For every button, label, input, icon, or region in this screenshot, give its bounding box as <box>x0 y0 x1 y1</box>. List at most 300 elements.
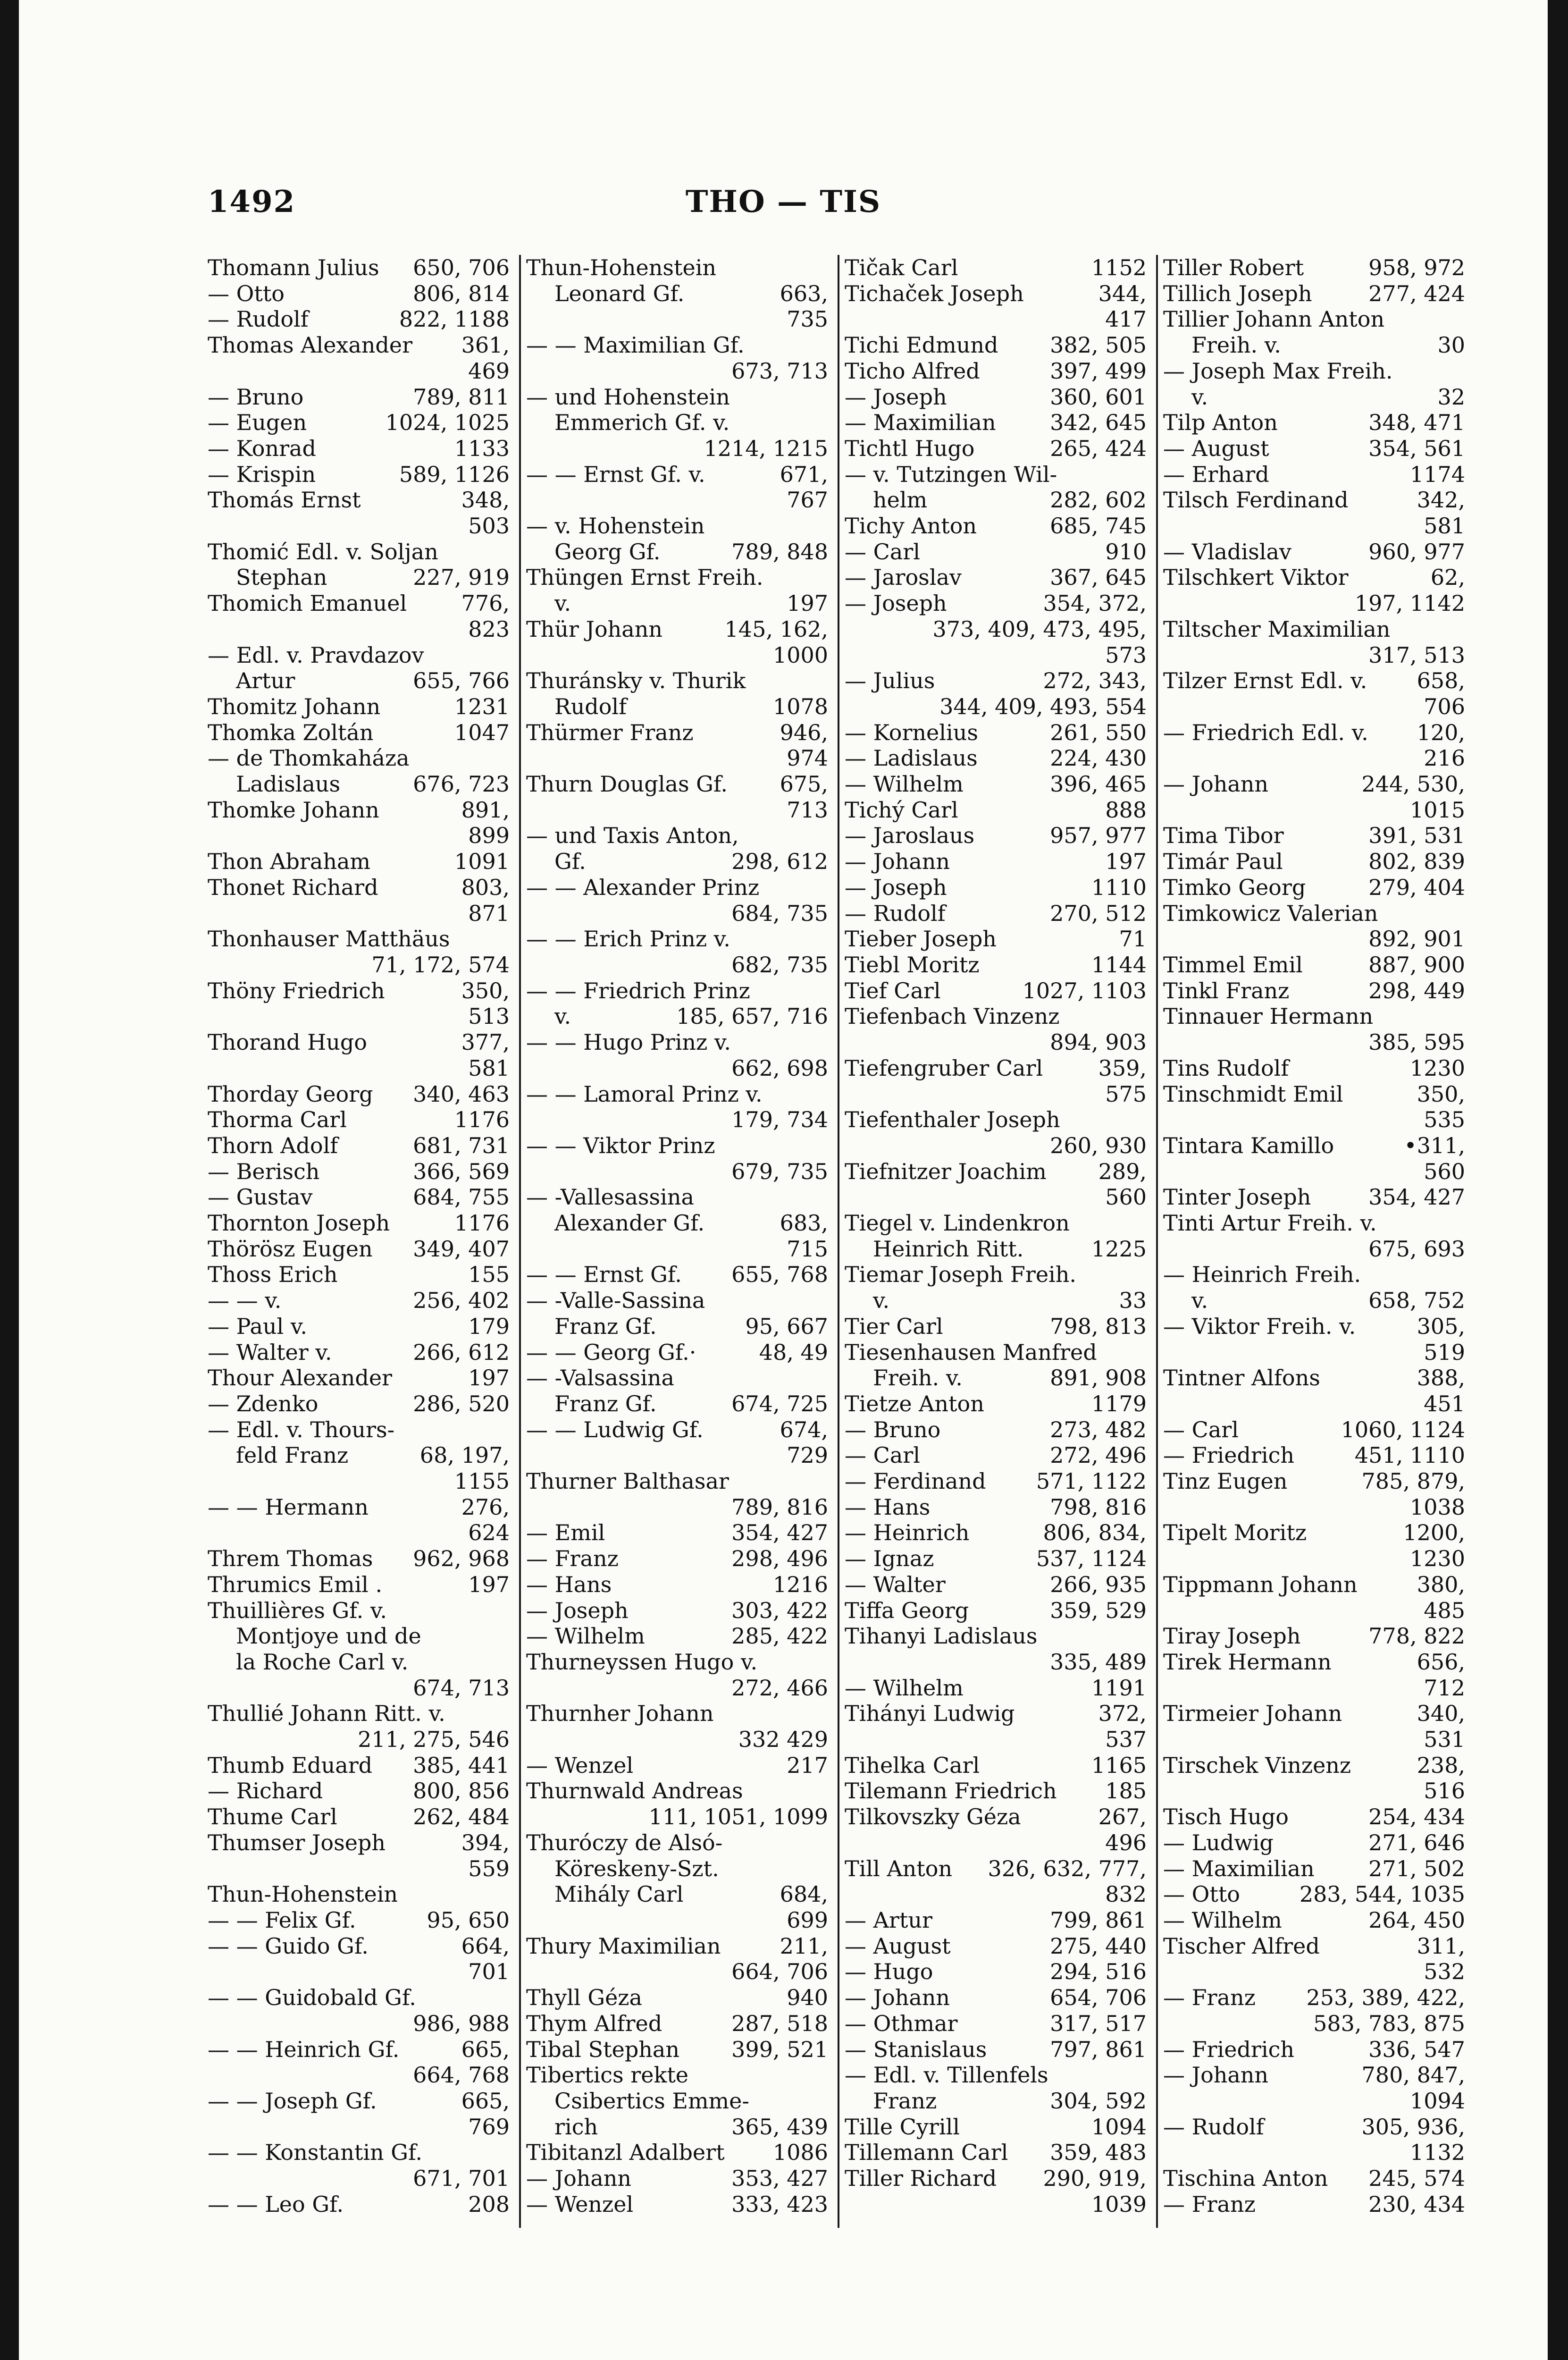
entry-page-refs: 33 <box>1119 1288 1147 1314</box>
index-entry <box>1163 823 1465 849</box>
entry-page-refs: 326, 632, 777, <box>988 1855 1147 1881</box>
entry-name: Stephan <box>236 565 327 590</box>
index-entry <box>1163 590 1465 616</box>
entry-name: — Ludwig <box>1163 1829 1274 1855</box>
index-entry <box>208 901 510 927</box>
entry-name: — Johann <box>845 849 950 875</box>
entry-page-refs: 496 <box>1105 1829 1147 1855</box>
entry-name: — Friedrich Edl. v. <box>1163 719 1368 745</box>
entry-page-refs: 684, 735 <box>731 900 828 926</box>
index-entry <box>208 978 510 1004</box>
entry-page-refs: 681, 731 <box>413 1132 510 1158</box>
index-entry <box>845 1365 1147 1391</box>
index-entry <box>526 875 828 901</box>
entry-name: Tiegel v. Lindenkron <box>845 1210 1070 1236</box>
index-entry <box>208 1442 510 1468</box>
index-entry <box>845 875 1147 901</box>
entry-page-refs: 261, 550 <box>1050 719 1147 745</box>
entry-name: Tiefnitzer Joachim <box>845 1158 1047 1184</box>
entry-page-refs: 253, 389, 422, <box>1306 1985 1465 2011</box>
index-entry <box>1163 1055 1465 1081</box>
entry-page-refs: 179 <box>468 1313 510 1339</box>
index-entry <box>208 1210 510 1236</box>
entry-page-refs: 304, 592 <box>1050 2088 1147 2114</box>
entry-name: — — Lamoral Prinz v. <box>526 1081 763 1107</box>
entry-name: — — Guido Gf. <box>208 1933 369 1959</box>
entry-page-refs: 266, 612 <box>413 1339 510 1365</box>
index-entry <box>845 1856 1147 1882</box>
entry-page-refs: 655, 766 <box>413 668 510 694</box>
entry-page-refs: 359, 529 <box>1050 1597 1147 1623</box>
entry-name: Tilschkert Viktor <box>1163 565 1349 590</box>
entry-name: — Carl <box>1163 1416 1239 1442</box>
index-entry <box>526 1753 828 1778</box>
index-entry <box>1163 694 1465 720</box>
index-entry <box>526 1778 828 1804</box>
entry-name: — Rudolf <box>845 900 946 926</box>
entry-page-refs: 713 <box>787 797 828 823</box>
entry-page-refs: 581 <box>1424 513 1465 539</box>
entry-page-refs: 1000 <box>772 642 828 668</box>
entry-page-refs: 211, 275, 546 <box>358 1727 510 1753</box>
entry-name: — Rudolf <box>208 306 309 332</box>
index-entry <box>1163 2191 1465 2217</box>
entry-name: Thornton Joseph <box>208 1210 390 1236</box>
entry-page-refs: 658, 752 <box>1368 1288 1465 1314</box>
entry-name: — Berisch <box>208 1158 320 1184</box>
entry-name: Thury Maximilian <box>526 1933 721 1959</box>
entry-name: Thon Abraham <box>208 849 370 875</box>
index-entry <box>208 1598 510 1624</box>
index-entry <box>526 410 828 436</box>
entry-name: feld Franz <box>236 1442 349 1468</box>
index-entry <box>1163 875 1465 901</box>
index-entry <box>208 332 510 358</box>
index-entry <box>1163 1081 1465 1107</box>
index-entry <box>526 1184 828 1210</box>
index-entry <box>208 1778 510 1804</box>
entry-name: — -Valle-Sassina <box>526 1288 705 1314</box>
index-entry <box>208 487 510 513</box>
index-entry <box>845 745 1147 771</box>
index-entry <box>1163 1262 1465 1288</box>
entry-name: — -Valsassina <box>526 1365 674 1391</box>
index-entry <box>845 1340 1147 1365</box>
entry-page-refs: 1174 <box>1409 461 1465 487</box>
entry-name: — — Alexander Prinz <box>526 874 760 900</box>
entry-name: Tischer Alfred <box>1163 1933 1320 1959</box>
index-entry <box>845 513 1147 539</box>
entry-name: — — Joseph Gf. <box>208 2088 377 2114</box>
index-entry <box>208 875 510 901</box>
entry-page-refs: 451 <box>1424 1391 1465 1416</box>
index-entry <box>208 2191 510 2217</box>
page-header <box>19 179 1548 231</box>
entry-page-refs: 1191 <box>1091 1675 1147 1701</box>
index-entry <box>1163 1391 1465 1417</box>
index-entry <box>526 590 828 616</box>
entry-name: Tinnauer Hermann <box>1163 1003 1374 1029</box>
entry-name: Thomić Edl. v. Soljan <box>208 539 438 565</box>
entry-page-refs: 335, 489 <box>1050 1649 1147 1675</box>
index-entry <box>208 1907 510 1933</box>
entry-page-refs: 1078 <box>772 693 828 719</box>
entry-page-refs: 503 <box>468 513 510 539</box>
entry-name: Tieber Joseph <box>845 926 997 952</box>
entry-name: — Joseph Max Freih. <box>1163 358 1393 384</box>
index-entry <box>526 901 828 927</box>
entry-name: — Ferdinand <box>845 1468 986 1494</box>
entry-page-refs: 676, 723 <box>413 771 510 797</box>
entry-name: Tihelka Carl <box>845 1752 980 1778</box>
entry-page-refs: 957, 977 <box>1050 823 1147 849</box>
index-entry <box>845 1727 1147 1753</box>
index-entry <box>845 2140 1147 2166</box>
entry-page-refs: 537 <box>1105 1727 1147 1753</box>
entry-name: — August <box>845 1933 951 1959</box>
entry-page-refs: 298, 496 <box>731 1546 828 1572</box>
index-entry <box>845 1907 1147 1933</box>
index-entry <box>1163 1520 1465 1546</box>
index-entry <box>208 1572 510 1598</box>
entry-name: Tipelt Moritz <box>1163 1520 1307 1546</box>
index-entry <box>208 797 510 823</box>
entry-name: — Konrad <box>208 435 316 461</box>
entry-page-refs: 354, 427 <box>1368 1184 1465 1210</box>
entry-page-refs: 340, <box>1417 1701 1465 1727</box>
entry-page-refs: 654, 706 <box>1050 1985 1147 2011</box>
entry-name: — Emil <box>526 1520 605 1546</box>
index-entry <box>526 539 828 565</box>
entry-page-refs: 1060, 1124 <box>1341 1416 1465 1442</box>
entry-name: Threm Thomas <box>208 1546 373 1572</box>
entry-page-refs: 1231 <box>454 693 510 719</box>
entry-name: Timko Georg <box>1163 874 1306 900</box>
entry-page-refs: 712 <box>1424 1675 1465 1701</box>
index-entry <box>526 1959 828 1985</box>
index-entry <box>208 2088 510 2114</box>
entry-name: Tiemar Joseph Freih. <box>845 1262 1077 1288</box>
entry-name: — Friedrich <box>1163 2036 1294 2062</box>
index-entry <box>526 332 828 358</box>
entry-page-refs: 658, <box>1417 668 1465 694</box>
entry-page-refs: 216 <box>1424 745 1465 771</box>
entry-page-refs: 822, 1188 <box>399 306 510 332</box>
index-entry <box>208 1184 510 1210</box>
entry-name: Freih. v. <box>873 1365 963 1391</box>
index-entry <box>526 1314 828 1340</box>
entry-name: Tier Carl <box>845 1313 943 1339</box>
entry-name: Tichtl Hugo <box>845 435 975 461</box>
index-entry <box>845 1494 1147 1520</box>
index-entry <box>1163 745 1465 771</box>
entry-page-refs: 789, 816 <box>731 1494 828 1520</box>
entry-name: — Eugen <box>208 410 307 436</box>
entry-page-refs: 71, 172, 574 <box>371 952 510 978</box>
entry-name: — und Taxis Anton, <box>526 823 739 849</box>
index-entry <box>845 1959 1147 1985</box>
entry-name: — Wilhelm <box>1163 1907 1282 1933</box>
entry-page-refs: 354, 427 <box>731 1520 828 1546</box>
entry-name: Artur <box>236 668 295 694</box>
index-entry <box>1163 1210 1465 1236</box>
index-entry <box>1163 771 1465 797</box>
entry-page-refs: 798, 813 <box>1050 1313 1147 1339</box>
entry-name: — Franz <box>1163 2191 1256 2217</box>
index-entry <box>208 1727 510 1753</box>
entry-page-refs: 675, <box>780 771 828 797</box>
index-entry <box>526 1546 828 1572</box>
index-entry <box>845 2062 1147 2088</box>
index-entry <box>208 436 510 462</box>
index-entry <box>208 281 510 307</box>
entry-page-refs: 317, 513 <box>1368 642 1465 668</box>
index-entry <box>845 1107 1147 1133</box>
index-entry <box>526 1649 828 1675</box>
index-entry <box>845 1417 1147 1443</box>
entry-page-refs: 271, 502 <box>1368 1855 1465 1881</box>
entry-page-refs: 451, 1110 <box>1354 1442 1465 1468</box>
column-divider <box>1156 255 1158 2228</box>
index-entry <box>526 1856 828 1882</box>
entry-page-refs: 469 <box>468 358 510 384</box>
entry-page-refs: 344, <box>1098 280 1147 306</box>
index-entry <box>1163 2166 1465 2191</box>
index-entry <box>1163 1856 1465 1882</box>
entry-name: Tichi Edmund <box>845 332 998 358</box>
entry-name: Tintner Alfons <box>1163 1365 1320 1391</box>
index-entry <box>845 1003 1147 1029</box>
entry-name: Thumb Eduard <box>208 1752 373 1778</box>
entry-page-refs: 789, 811 <box>413 384 510 410</box>
entry-name: Tinkl Franz <box>1163 978 1290 1003</box>
entry-name: Thurner Balthasar <box>526 1468 729 1494</box>
entry-name: — Walter v. <box>208 1339 332 1365</box>
entry-name: v. <box>1191 1288 1208 1314</box>
entry-name: Tillich Joseph <box>1163 280 1312 306</box>
entry-name: — Jaroslav <box>845 565 962 590</box>
entry-name: Alexander Gf. <box>554 1210 705 1236</box>
entry-page-refs: 684, <box>780 1881 828 1907</box>
entry-page-refs: 664, <box>461 1933 510 1959</box>
index-entry <box>845 487 1147 513</box>
entry-name: — Ignaz <box>845 1546 934 1572</box>
entry-name: Ladislaus <box>236 771 341 797</box>
entry-name: Timmel Emil <box>1163 952 1303 978</box>
entry-page-refs: 485 <box>1424 1597 1465 1623</box>
index-entry <box>1163 2088 1465 2114</box>
entry-name: Thomann Julius <box>208 255 379 280</box>
entry-page-refs: 662, 698 <box>731 1055 828 1081</box>
index-entry <box>526 1365 828 1391</box>
entry-page-refs: 1094 <box>1409 2088 1465 2114</box>
entry-name: — — Friedrich Prinz <box>526 978 750 1003</box>
index-entry <box>845 332 1147 358</box>
entry-name: Tirmeier Johann <box>1163 1701 1342 1727</box>
entry-page-refs: 238, <box>1417 1752 1465 1778</box>
index-entry <box>208 410 510 436</box>
index-entry <box>1163 1107 1465 1133</box>
entry-page-refs: 350, <box>461 978 510 1003</box>
entry-name: Thomás Ernst <box>208 487 361 513</box>
entry-page-refs: 305, 936, <box>1361 2114 1465 2140</box>
index-entry <box>1163 1288 1465 1314</box>
index-entry <box>845 1675 1147 1701</box>
entry-name: — — Viktor Prinz <box>526 1132 715 1158</box>
entry-page-refs: 179, 734 <box>731 1107 828 1133</box>
entry-name: — Hans <box>526 1571 612 1597</box>
index-entry <box>1163 901 1465 927</box>
entry-name: Tippmann Johann <box>1163 1571 1358 1597</box>
index-entry <box>526 1985 828 2011</box>
entry-name: — Wilhelm <box>526 1623 645 1649</box>
index-entry <box>526 1417 828 1443</box>
index-entry <box>526 281 828 307</box>
entry-page-refs: 333, 423 <box>731 2191 828 2217</box>
index-entry <box>845 720 1147 746</box>
entry-page-refs: 272, 343, <box>1043 668 1147 694</box>
entry-page-refs: 1047 <box>454 719 510 745</box>
index-entry <box>526 2088 828 2114</box>
entry-name: — Wenzel <box>526 1752 634 1778</box>
entry-name: Tiller Richard <box>845 2166 997 2191</box>
entry-name: Franz Gf. <box>554 1391 657 1416</box>
entry-name: Thöny Friedrich <box>208 978 385 1003</box>
index-entry <box>1163 281 1465 307</box>
entry-name: — Johann <box>526 2166 632 2191</box>
entry-name: Csibertics Emme- <box>554 2088 749 2114</box>
entry-page-refs: 342, 645 <box>1050 410 1147 436</box>
index-entry <box>208 2166 510 2191</box>
index-entry <box>1163 2114 1465 2140</box>
entry-page-refs: 359, 483 <box>1050 2140 1147 2166</box>
entry-page-refs: 311, <box>1417 1933 1465 1959</box>
index-entry <box>845 642 1147 668</box>
entry-name: — Friedrich <box>1163 1442 1294 1468</box>
entry-name: — — Ludwig Gf. <box>526 1416 704 1442</box>
entry-page-refs: 799, 861 <box>1050 1907 1147 1933</box>
entry-page-refs: 735 <box>787 306 828 332</box>
entry-page-refs: 802, 839 <box>1368 849 1465 875</box>
entry-page-refs: 1165 <box>1091 1752 1147 1778</box>
index-entry <box>1163 978 1465 1004</box>
entry-name: — Heinrich Freih. <box>1163 1262 1361 1288</box>
entry-name: Ticho Alfred <box>845 358 980 384</box>
entry-page-refs: 298, 612 <box>731 849 828 875</box>
entry-page-refs: 208 <box>468 2191 510 2217</box>
index-entry <box>845 1262 1147 1288</box>
index-entry <box>208 1623 510 1649</box>
entry-name: Thomich Emanuel <box>208 590 407 616</box>
index-entry <box>208 2114 510 2140</box>
index-entry <box>208 306 510 332</box>
index-column-3 <box>845 255 1147 2228</box>
entry-page-refs: 891, 908 <box>1050 1365 1147 1391</box>
index-entry <box>208 1159 510 1185</box>
index-entry <box>1163 2062 1465 2088</box>
index-entry <box>526 358 828 384</box>
entry-name: — Joseph <box>845 590 947 616</box>
index-entry <box>845 1830 1147 1856</box>
index-entry <box>1163 1314 1465 1340</box>
index-entry <box>526 306 828 332</box>
entry-name: — Krispin <box>208 461 316 487</box>
entry-name: — und Hohenstein <box>526 384 730 410</box>
entry-name: Tiesenhausen Manfred <box>845 1339 1097 1365</box>
entry-name: Tinti Artur Freih. v. <box>1163 1210 1377 1236</box>
index-entry <box>208 462 510 488</box>
entry-name: Thumser Joseph <box>208 1829 386 1855</box>
index-entry <box>208 1520 510 1546</box>
index-entry <box>208 720 510 746</box>
index-entry <box>208 616 510 642</box>
entry-page-refs: 360, 601 <box>1050 384 1147 410</box>
entry-page-refs: 317, 517 <box>1050 2010 1147 2036</box>
entry-page-refs: 664, 768 <box>413 2062 510 2088</box>
entry-name: Tiltscher Maximilian <box>1163 616 1391 642</box>
entry-name: Thonet Richard <box>208 874 378 900</box>
entry-name: Tischina Anton <box>1163 2166 1328 2191</box>
entry-name: — Othmar <box>845 2010 958 2036</box>
entry-page-refs: 298, 449 <box>1368 978 1465 1003</box>
index-entry <box>526 1727 828 1753</box>
entry-name: — Carl <box>845 539 920 565</box>
entry-name: Tille Cyrill <box>845 2114 960 2140</box>
entry-page-refs: 1230 <box>1409 1055 1465 1081</box>
index-entry <box>845 1753 1147 1778</box>
entry-name: — — Heinrich Gf. <box>208 2036 400 2062</box>
entry-name: Tibitanzl Adalbert <box>526 2140 725 2166</box>
index-entry <box>208 1029 510 1055</box>
index-entry <box>845 1649 1147 1675</box>
entry-page-refs: 267, <box>1098 1804 1147 1830</box>
entry-page-refs: 776, <box>461 590 510 616</box>
index-entry <box>845 668 1147 694</box>
entry-name: — — v. <box>208 1288 282 1314</box>
entry-page-refs: 332 429 <box>738 1727 828 1753</box>
entry-page-refs: 671, 701 <box>413 2166 510 2191</box>
index-entry <box>845 2088 1147 2114</box>
index-entry <box>208 1933 510 1959</box>
entry-name: — — Ernst Gf. <box>526 1262 682 1288</box>
entry-name: — Artur <box>845 1907 932 1933</box>
entry-page-refs: 359, <box>1098 1055 1147 1081</box>
entry-page-refs: 265, 424 <box>1050 435 1147 461</box>
index-entry <box>1163 616 1465 642</box>
index-entry <box>1163 332 1465 358</box>
entry-name: Tirschek Vinzenz <box>1163 1752 1351 1778</box>
entry-page-refs: 254, 434 <box>1368 1804 1465 1830</box>
entry-page-refs: 380, <box>1417 1571 1465 1597</box>
index-entry <box>845 2114 1147 2140</box>
entry-name: — Johann <box>1163 771 1269 797</box>
entry-page-refs: 388, <box>1417 1365 1465 1391</box>
entry-name: Tiray Joseph <box>1163 1623 1301 1649</box>
index-entry <box>526 1933 828 1959</box>
entry-page-refs: 354, 561 <box>1368 435 1465 461</box>
entry-name: — — Erich Prinz v. <box>526 926 730 952</box>
entry-name: Tiefenbach Vinzenz <box>845 1003 1060 1029</box>
entry-name: Till Anton <box>845 1855 953 1881</box>
entry-page-refs: 185 <box>1105 1778 1147 1804</box>
index-entry <box>526 1701 828 1727</box>
entry-name: — Zdenko <box>208 1391 319 1416</box>
index-entry <box>1163 1675 1465 1701</box>
entry-page-refs: 1039 <box>1091 2191 1147 2217</box>
entry-page-refs: 1155 <box>454 1468 510 1494</box>
entry-page-refs: 729 <box>787 1442 828 1468</box>
entry-page-refs: 342, <box>1417 487 1465 513</box>
